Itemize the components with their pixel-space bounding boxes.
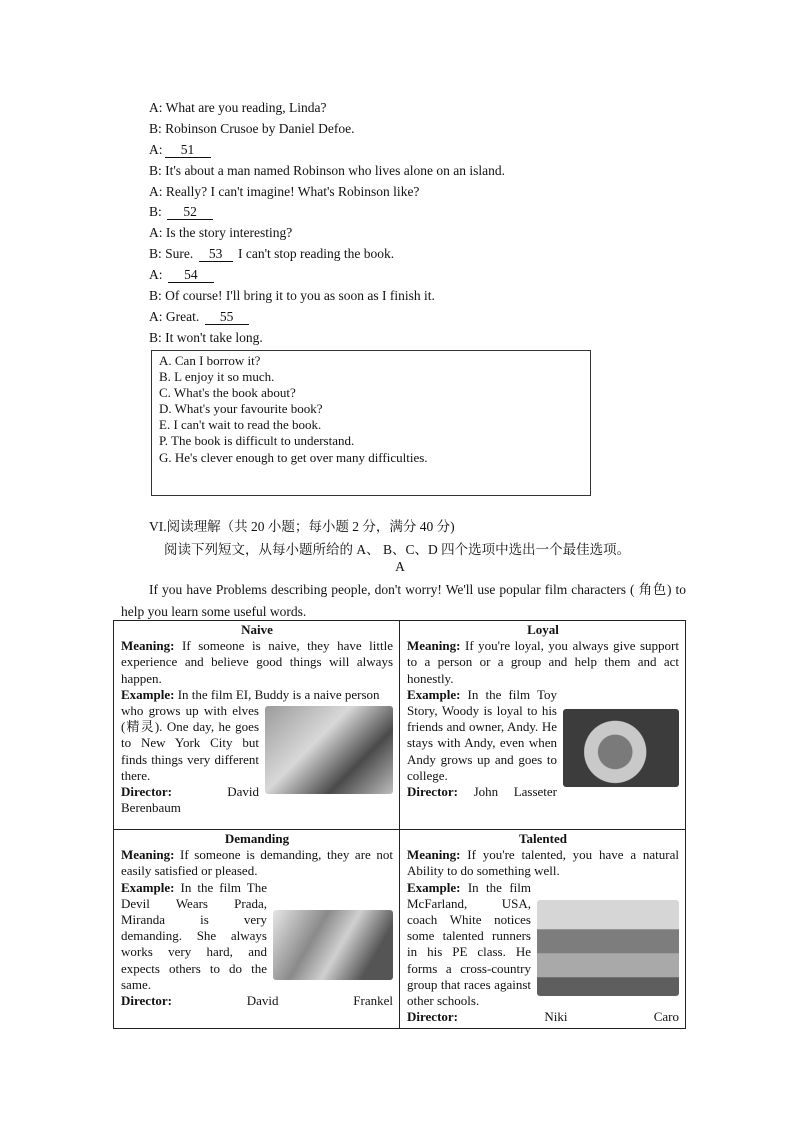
card-example: Example: In the film McFarland, USA, coach White notices some talented runners in his PE class. He forms a cross-country group that races against other schools. [407,880,679,1010]
dialogue-line: A: 51 [149,140,709,161]
option-item: B. L enjoy it so much. [159,369,275,385]
answer-blank-54[interactable]: 54 [168,267,214,283]
intro-paragraph: If you have Problems describing people, don't worry! We'll use popular film characters ( 角色) to help you learn some useful words. [121,582,686,619]
card-meaning: Meaning: If you're talented, you have a natural Ability to do something well. [407,847,679,879]
option-item: A. Can I borrow it? [159,353,261,368]
option-item: D. What's your favourite book? [159,401,323,417]
part-label: A [395,559,405,574]
card-naive [114,621,400,830]
card-demanding [114,830,400,1029]
answer-blank-51[interactable]: 51 [165,142,211,158]
dialogue-line: B: 52 [149,202,709,223]
card-meaning: Meaning: If someone is demanding, they are not easily satisfied or pleased. [121,847,393,879]
dialogue-line: B: Of course! I'll bring it to you as soon as I finish it. [149,288,435,304]
option-item: G. He's clever enough to get over many difficulties. [159,449,428,465]
dialogue-line: B: Robinson Crusoe by Daniel Defoe. [149,120,355,136]
options-box [151,350,591,496]
section-instruction: 阅读下列短文，从每小题所给的 A、 B、C、D 四个选项中选出一个最佳选项。 [164,542,631,557]
card-director: Director: Niki Caro [407,1009,679,1025]
film-still-image [563,709,679,787]
option-item: C. What's the book about? [159,385,296,401]
card-talented [400,830,686,1029]
card-example: Example: In the film The Devil Wears Prada, Miranda is very demanding. She always works very hard, and expects others to do the same. [121,880,393,993]
dialogue-line: B: It's about a man named Robinson who lives alone on an island. [149,162,506,178]
card-title: Naive [241,622,273,637]
dialogue-line: A: Great. 55 [149,307,709,328]
card-director: Director: David Frankel [121,993,393,1009]
card-example: Example: In the film EI, Buddy is a naive person [121,686,380,702]
dialogue-line: B: Sure. 53 I can't stop reading the book. [149,246,395,262]
film-still-image [537,900,679,996]
section-title: VI.阅读理解（共 20 小题；每小题 2 分，满分 40 分) [149,519,455,534]
card-director: Director: John Lasseter [407,784,558,800]
card-title: Demanding [224,831,290,846]
option-item: E. I can't wait to read the book. [159,417,322,433]
option-item: P. The book is difficult to understand. [159,433,355,449]
dialogue-line: B: It won't take long. [149,329,263,345]
film-still-image [265,706,393,794]
answer-blank-53[interactable]: 53 [199,246,233,262]
card-title: Talented [519,831,567,846]
card-meaning: Meaning: If someone is naive, they have little experience and believe good things will always happen. [121,638,394,686]
dialogue-line: A: 54 [149,265,709,286]
dialogue-line: A: Really? I can't imagine! What's Robinson like? [149,183,420,199]
dialogue-line: A: What are you reading, Linda? [149,100,327,115]
card-title: Loyal [527,622,559,637]
character-table [113,620,686,1029]
dialogue-line: A: Is the story interesting? [149,225,293,241]
dialogue [149,98,709,349]
card-director: Director: David Berenbaum [121,784,259,816]
answer-blank-55[interactable]: 55 [205,309,249,325]
answer-blank-52[interactable]: 52 [167,204,213,220]
card-example: Example: In the film Toy Story, Woody is loyal to his friends and owner, Andy. He stays with Andy, even when Andy grows up and goes to college. [407,687,679,784]
card-loyal [400,621,686,830]
card-example-cont: who grows up with elves (精灵). One day, he goes to New York City but finds things very different there. [121,703,393,784]
film-still-image [273,910,393,980]
card-meaning: Meaning: If you're loyal, you always give support to a person or a group and help them and act honestly. [407,638,679,686]
